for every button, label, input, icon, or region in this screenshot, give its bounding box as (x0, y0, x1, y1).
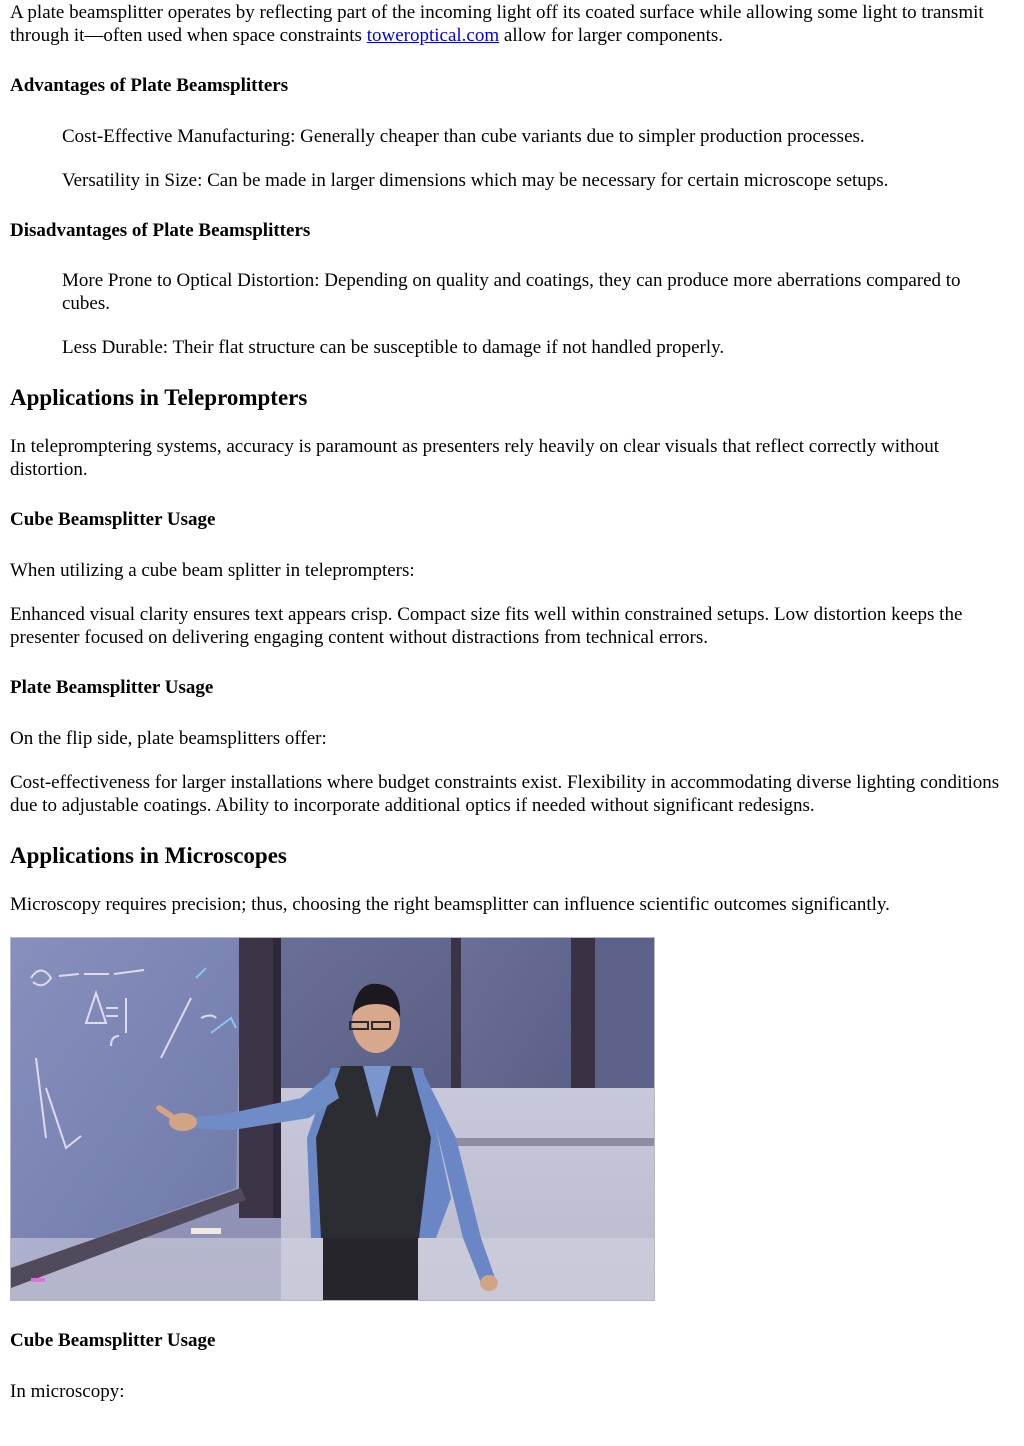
teleprompters-intro: In telepromptering systems, accuracy is paramount as presenters rely heavily on clear visuals that reflect correctly without distortion. (10, 436, 940, 480)
intro-text-before: A plate beamsplitter operates by reflecting part of the incoming light off its coated surface while allowing some light to transmit through it—often used when space constraints (10, 2, 984, 46)
teleprompters-cube-heading: Cube Beamsplitter Usage (10, 509, 216, 530)
teleprompters-plate-lead: On the flip side, plate beamsplitters offer: (10, 728, 327, 749)
teleprompters-plate-heading: Plate Beamsplitter Usage (10, 677, 214, 698)
disadvantages-list (10, 269, 1014, 359)
advantage-item-cost: Cost-Effective Manufacturing: Generally cheaper than cube variants due to simpler production processes. (62, 126, 865, 147)
lecture-photo-illustration (11, 938, 655, 1301)
toweroptical-link[interactable]: toweroptical.com (366, 25, 500, 46)
microscopes-cube-lead: In microscopy: (10, 1381, 125, 1402)
disadvantages-heading: Disadvantages of Plate Beamsplitters (10, 220, 311, 241)
intro-text-after: allow for larger components. (499, 25, 724, 46)
disadvantage-item-durable: Less Durable: Their flat structure can be susceptible to damage if not handled properly. (62, 337, 725, 358)
teleprompters-heading: Applications in Teleprompters (10, 385, 308, 410)
disadvantage-item-distortion: More Prone to Optical Distortion: Depending on quality and coatings, they can produce more aberrations compared to cubes. (62, 270, 961, 314)
intro-paragraph (10, 0, 1014, 47)
microscopes-intro: Microscopy requires precision; thus, choosing the right beamsplitter can influence scientific outcomes significantly. (10, 894, 890, 915)
microscopes-heading: Applications in Microscopes (10, 843, 287, 868)
advantage-item-size: Versatility in Size: Can be made in larger dimensions which may be necessary for certain microscope setups. (62, 170, 889, 191)
advantages-list (10, 125, 1014, 192)
advantages-heading: Advantages of Plate Beamsplitters (10, 75, 289, 96)
microscopes-cube-heading: Cube Beamsplitter Usage (10, 1330, 216, 1351)
teleprompters-cube-body: Enhanced visual clarity ensures text appears crisp. Compact size fits well within constrained setups. Low distortion keeps the presenter focused on delivering engaging content without distractions from technical errors. (10, 604, 963, 648)
teleprompters-cube-lead: When utilizing a cube beam splitter in teleprompters: (10, 560, 415, 581)
lecture-photo (10, 937, 655, 1301)
teleprompters-plate-body: Cost-effectiveness for larger installations where budget constraints exist. Flexibility in accommodating diverse lighting conditions due to adjustable coatings. Ability to incorporate additional optics if needed without significant redesigns. (10, 772, 1000, 816)
